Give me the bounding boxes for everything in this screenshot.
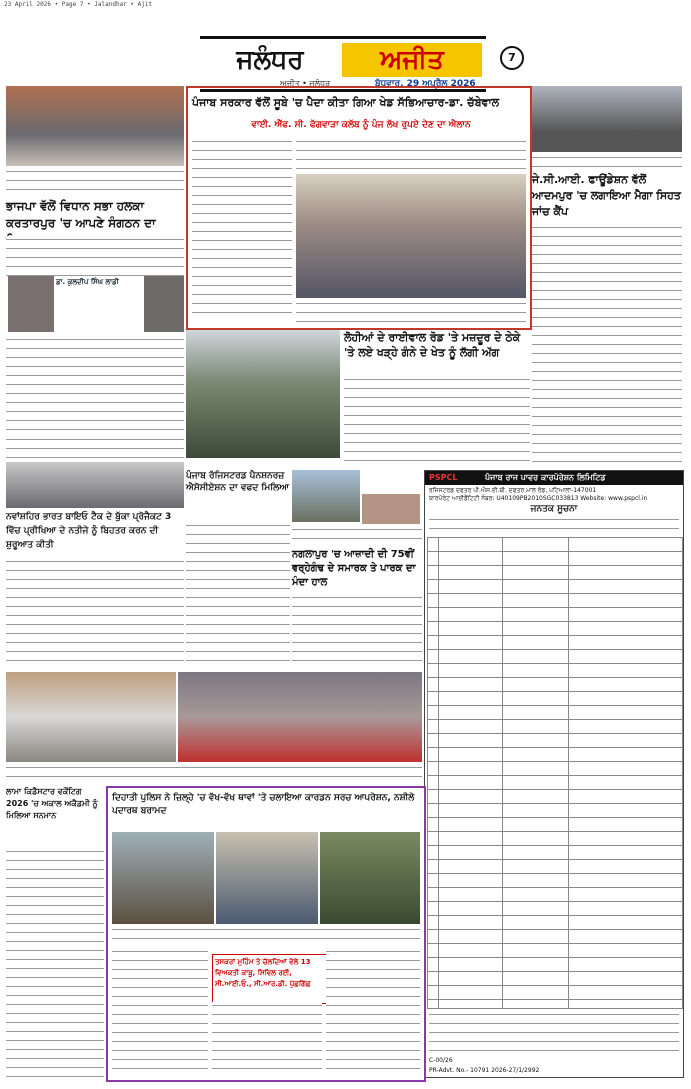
caption-memorial — [292, 526, 422, 546]
masthead-title-right: ਅਜੀਤ — [342, 43, 482, 77]
pspcl-footer-text — [429, 1011, 679, 1055]
story-students-headline: ਨਵਾਂਸ਼ਹਿਰ ਭਾਰਤ ਬਾਇਓ ਟੈਕ ਦੇ ਬੁੱਕਾ ਪ੍ਰੋਜੈਕਟ 3 ਵਿੱਚ ਪ੍ਰੀਖਿਆ ਦੇ ਨਤੀਜੇ ਨੂੰ ਬਿਹਤਰ ਕਰਨ ਦੀ ਸ਼ੁਰੂਆਤ ਕੀਤੀ — [6, 512, 172, 550]
photo-group-left — [6, 462, 184, 508]
photo-field-fire — [186, 330, 340, 458]
pspcl-title: ਪੰਜਾਬ ਰਾਜ ਪਾਵਰ ਕਾਰਪੋਰੇਸ਼ਨ ਲਿਮਿਟਿਡ — [485, 473, 606, 482]
story-left-headline: ਭਾਜਪਾ ਵੱਲੋਂ ਵਿਧਾਨ ਸਭਾ ਹਲਕਾ ਕਰਤਾਰਪੁਰ 'ਚ ਆਪਣੇ ਸੰਗਠਨ ਦਾ — [6, 199, 156, 230]
photo-memorial — [292, 470, 360, 522]
story-memorial-headline: ਨਗਲਾਪੁਰ 'ਚ ਆਜ਼ਾਦੀ ਦੀ 75ਵੀਂ ਵਰ੍ਹੇਗੰਢ ਦੇ ਸਮਾਰਕ ਤੇ ਪਾਰਕ ਦਾ ਮੰਦਾ ਹਾਲ — [292, 549, 416, 588]
story-police-col2 — [212, 1002, 322, 1074]
masthead — [200, 36, 486, 92]
pspcl-header — [425, 471, 683, 485]
main-story-box — [186, 86, 532, 330]
pspcl-line2: ਕਾਰਪੋਰੇਟ ਆਈਡੈਂਟਿਟੀ ਨੰਬਰ: U40109PB2010SGC033813 Website: www.pspcl.in — [429, 495, 648, 502]
photo-police-1 — [112, 832, 214, 924]
main-headline: ਪੰਜਾਬ ਸਰਕਾਰ ਵੱਲੋਂ ਸੂਬੇ 'ਚ ਪੈਦਾ ਕੀਤਾ ਗਿਆ ਖੇਡ ਸੱਭਿਆਚਾਰ-ਡਾ. ਚੱਬੇਵਾਲ — [192, 96, 500, 109]
main-body-col1 — [192, 138, 292, 318]
pspcl-notice — [424, 470, 684, 1078]
pspcl-table — [427, 537, 683, 1009]
main-body-bottom — [296, 300, 526, 322]
photo-police-3 — [320, 832, 420, 924]
story-police-col3 — [326, 948, 420, 1074]
story-left-body-2 — [6, 336, 184, 432]
story-school-headline: ਲਾਮਾ ਕਿਡੈਸਟਾਰ ਵਕੌਂਟਿਗ 2026 'ਚ ਅਕਾਲ ਅਕੈਡਮੀ ਨੂੰ ਮਿਲਿਆ ਸਨਮਾਨ — [6, 787, 98, 820]
photo-portrait — [362, 494, 420, 524]
story-police-col1 — [112, 948, 208, 1074]
masthead-subtitle: ਅਜੀਤ • ਜਲੰਧਰ — [280, 79, 331, 88]
story-fire-headline: ਲੋਹੀਆਂ ਦੇ ਰਾਈਵਾਲ ਰੋਡ 'ਤੇ ਮਜ਼ਦੂਰ ਦੇ ਠੇਕੇ 'ਤੇ ਲਏ ਖੜ੍ਹੇ ਗੰਨੇ ਦੇ ਖੇਤ ਨੂੰ ਲੱਗੀ ਅੱਗ — [344, 331, 521, 359]
pspcl-footer-left: C-00/26 — [429, 1057, 453, 1064]
photo-students-white — [6, 672, 176, 762]
story-right-headline: ਜੇ.ਸੀ.ਆਈ. ਫਾਊਂਡੇਸ਼ਨ ਵੱਲੋਂ ਆਦਮਪੁਰ 'ਚ ਲਗਾਇਆ ਮੈਗਾ ਸਿਹਤ ਜਾਂਚ ਕੈਂਪ — [532, 173, 681, 218]
caption-taekwondo — [6, 764, 422, 782]
story-left-body-3 — [6, 436, 184, 458]
pspcl-line1: ਰਜਿਸਟਰਡ ਦਫਤਰ ਪੀ.ਐਸ.ਈ.ਬੀ. ਦਫਤਰ ਮਾਲ ਰੋਡ, ਪਟਿਆਲਾ-147001 — [429, 487, 597, 494]
print-slug: 23 April 2026 • Page 7 • Jalandhar • Ajit — [0, 0, 691, 10]
main-subheadline: ਵਾਈ. ਐੱਫ. ਸੀ. ਫੱਗਵਾੜਾ ਕਲੱਬ ਨੂੰ ਪੰਜ ਲੱਖ ਰੁਪਏ ਦੇਣ ਦਾ ਐਲਾਨ — [251, 120, 471, 130]
caption-top-left — [6, 168, 184, 194]
main-photo — [296, 174, 526, 298]
police-story-box — [106, 786, 426, 1082]
photo-top-right — [532, 86, 682, 152]
photo-taekwondo — [178, 672, 422, 762]
story-fire-body — [344, 376, 530, 462]
photo-small-left — [144, 276, 184, 332]
caption-top-right — [532, 154, 682, 170]
pspcl-footer-ref: PR-Advt. No.- 10791 2026-27/1/2992 — [429, 1067, 540, 1074]
masthead-title-left: ਜਲੰਧਰ — [236, 45, 304, 75]
main-body-top — [296, 138, 526, 172]
story-pensioners-headline: ਪੰਜਾਬ ਰੱਜਿਸਟਰਡ ਪੈਨਸ਼ਨਰਜ਼ ਐਸੋਸੀਏਸ਼ਨ ਦਾ ਵਫਦ ਮਿਲਿਆ — [186, 471, 290, 493]
story-left-body — [6, 236, 184, 276]
pspcl-notice-title: ਜਨਤਕ ਸੂਚਨਾ — [530, 504, 578, 514]
story-pensioners-body — [186, 522, 290, 668]
photo-top-left — [6, 86, 184, 166]
story-memorial-body — [292, 594, 422, 668]
page-number: 7 — [500, 46, 524, 70]
story-school-body — [6, 848, 104, 1078]
story-right-body — [532, 224, 682, 472]
photo-kuldeep — [8, 276, 54, 332]
caption-kuldeep: ਡਾ. ਕੁਲਦੀਪ ਸਿੰਘ ਲਾਡੀ — [56, 278, 119, 286]
pspcl-logo: PSPCL — [429, 473, 458, 482]
photo-police-2 — [216, 832, 318, 924]
story-police-headline: ਦਿਹਾਤੀ ਪੁਲਿਸ ਨੇ ਜ਼ਿਲ੍ਹੇ 'ਚ ਵੱਖ-ਵੱਖ ਥਾਵਾਂ 'ਤੇ ਚਲਾਇਆ ਕਾਰਡਨ ਸਰਚ ਆਪਰੇਸ਼ਨ, ਨਸ਼ੀਲੇ ਪਦਾਰਥ ਬਰਾਮਦ — [112, 793, 415, 816]
story-police-boxed: ਤਸਕਰਾਂ ਮੁਹਿੰਮ ਤੇ ਚੱਲਦਿਆਂ ਵੇਲੇ 13 ਵਿਅਕਤੀ ਕਾਬੂ, ਸਿਵਿਲ ਰਈ, ਸੀ.ਆਈ.ਓ., ਸੀ.ਆਰ.ਡੀ. ਪੁੱਛਗਿੱਛ — [212, 954, 328, 1004]
story-police-lead — [112, 926, 420, 946]
story-students-body — [6, 558, 184, 668]
pspcl-intro — [429, 516, 679, 534]
masthead-date: ਬੁੱਧਵਾਰ, 29 ਅਪ੍ਰੈਲ 2026 — [375, 79, 476, 89]
